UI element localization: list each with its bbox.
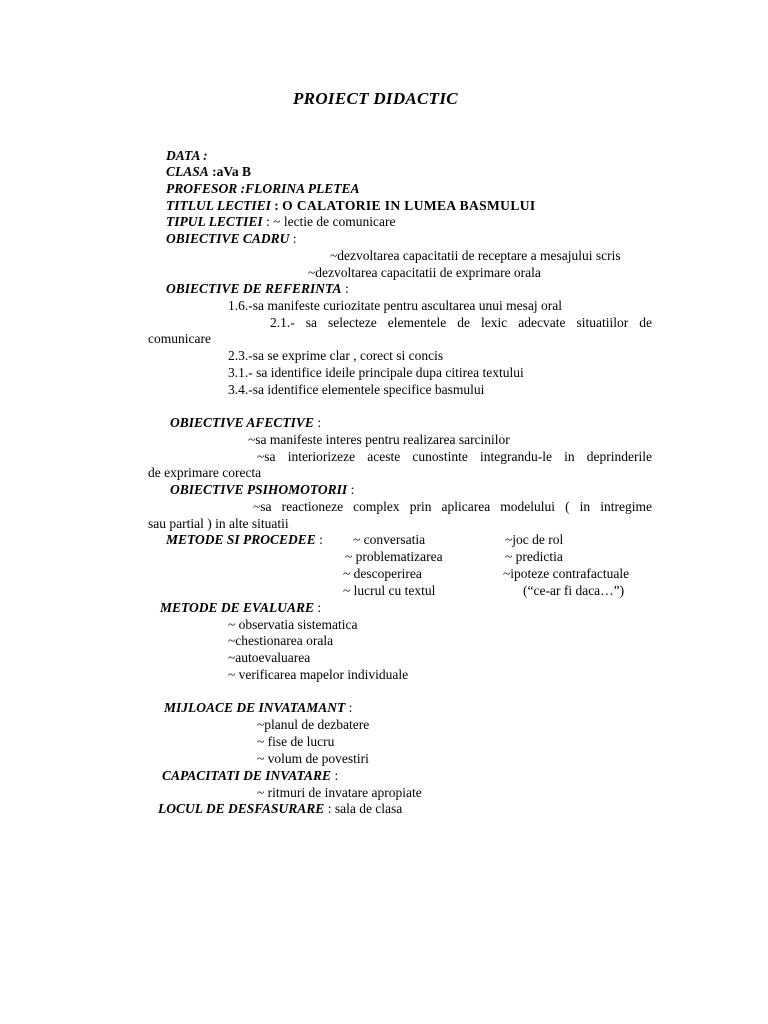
obiective-cadru-heading [166, 230, 297, 247]
obiective-afective-sep: : [313, 415, 322, 430]
evaluare-item: ~chestionarea orala [228, 633, 334, 648]
tipul-value: : ~ lectie de comunicare [262, 214, 396, 229]
metoda-item: ~ lucrul cu textul [343, 583, 436, 598]
metoda-item: (“ce-ar fi daca…”) [523, 583, 625, 598]
capacitati-label: CAPACITATI DE INVATARE [162, 768, 332, 783]
evaluare-label: METODE DE EVALUARE [160, 600, 315, 615]
obiective-referinta-sep: : [341, 281, 349, 296]
evaluare-heading [160, 599, 321, 616]
capacitati-heading [162, 767, 338, 784]
tipul-line [166, 213, 396, 230]
profesor-line: PROFESOR :FLORINA PLETEA [166, 181, 360, 196]
metoda-item: ~ problematizarea [345, 549, 443, 564]
obiectiv-referinta-item: 2.1.- sa selecteze elementele de lexic adecvate situatiilor de [270, 315, 652, 330]
locul-label: LOCUL DE DESFASURARE [158, 801, 325, 816]
evaluare-item: ~ observatia sistematica [228, 617, 358, 632]
mijloc-item: ~ fise de lucru [257, 734, 335, 749]
titlul-label: TITLUL LECTIEI [166, 198, 271, 213]
obiectiv-referinta-item: 3.1.- sa identifice ideile principale dupa citirea textului [228, 365, 524, 380]
obiective-psihomotorii-label: OBIECTIVE PSIHOMOTORII [170, 482, 348, 497]
metoda-item: ~ descoperirea [343, 566, 422, 581]
mijloc-item: ~planul de dezbatere [257, 717, 370, 732]
obiectiv-psihomotoriu-item: ~sa reactioneze complex prin aplicarea modelului ( in intregime [253, 499, 652, 514]
metoda-item: ~ conversatia [353, 532, 426, 547]
clasa-value: aVa B [216, 164, 252, 179]
titlul-sep: : [270, 198, 283, 213]
capacitati-sep: : [331, 768, 339, 783]
obiectiv-psihomotoriu-item-continued: sau partial ) in alte situatii [148, 516, 289, 531]
obiectiv-afectiv-item: ~sa manifeste interes pentru realizarea sarcinilor [248, 432, 510, 447]
evaluare-item: ~ verificarea mapelor individuale [228, 667, 409, 682]
obiective-afective-heading [170, 414, 321, 431]
mijloace-sep: : [345, 700, 353, 715]
evaluare-sep: : [314, 600, 322, 615]
mijloace-heading [164, 699, 352, 716]
tipul-label: TIPUL LECTIEI [166, 214, 263, 229]
locul-value: sala de clasa [334, 801, 403, 816]
obiective-referinta-label: OBIECTIVE DE REFERINTA [166, 281, 342, 296]
locul-line [158, 800, 402, 817]
capacitate-item: ~ ritmuri de invatare apropiate [257, 785, 422, 800]
metoda-item: ~ipoteze contrafactuale [503, 566, 630, 581]
metode-sep: : [315, 532, 323, 547]
mijloc-item: ~ volum de povestiri [257, 751, 369, 766]
clasa-line [166, 163, 251, 180]
clasa-sep: : [208, 164, 217, 179]
metode-label: METODE SI PROCEDEE [166, 532, 316, 547]
obiectiv-referinta-item: 1.6.-sa manifeste curiozitate pentru ascultarea unui mesaj oral [228, 298, 562, 313]
obiectiv-afectiv-item: ~sa interiorizeze aceste cunostinte integrandu-le in deprinderile [257, 449, 652, 464]
obiectiv-referinta-item: 2.3.-sa se exprime clar , corect si concis [228, 348, 444, 363]
obiective-afective-label: OBIECTIVE AFECTIVE [170, 415, 314, 430]
titlul-value: O CALATORIE IN LUMEA BASMULUI [282, 198, 536, 213]
obiectiv-cadru-item: ~dezvoltarea capacitatii de receptare a mesajului scris [330, 248, 621, 263]
obiective-referinta-heading [166, 280, 349, 297]
metoda-item: ~ predictia [505, 549, 563, 564]
obiectiv-referinta-item-continued: comunicare [148, 331, 211, 346]
metoda-item: ~joc de rol [505, 532, 564, 547]
locul-sep: : [324, 801, 335, 816]
mijloace-label: MIJLOACE DE INVATAMANT [164, 700, 346, 715]
page-title: PROIECT DIDACTIC [293, 89, 458, 108]
obiective-psihomotorii-sep: : [347, 482, 355, 497]
titlul-line [166, 197, 536, 214]
metode-heading [166, 531, 323, 548]
obiectiv-cadru-item: ~dezvoltarea capacitatii de exprimare orala [308, 265, 541, 280]
obiectiv-afectiv-item-continued: de exprimare corecta [148, 465, 262, 480]
obiective-psihomotorii-heading [170, 481, 354, 498]
evaluare-item: ~autoevaluarea [228, 650, 311, 665]
data-label: DATA : [166, 148, 208, 163]
obiectiv-referinta-item: 3.4.-sa identifice elementele specifice basmului [228, 382, 485, 397]
obiective-cadru-sep: : [289, 231, 297, 246]
clasa-label: CLASA [166, 164, 209, 179]
obiective-cadru-label: OBIECTIVE CADRU [166, 231, 290, 246]
